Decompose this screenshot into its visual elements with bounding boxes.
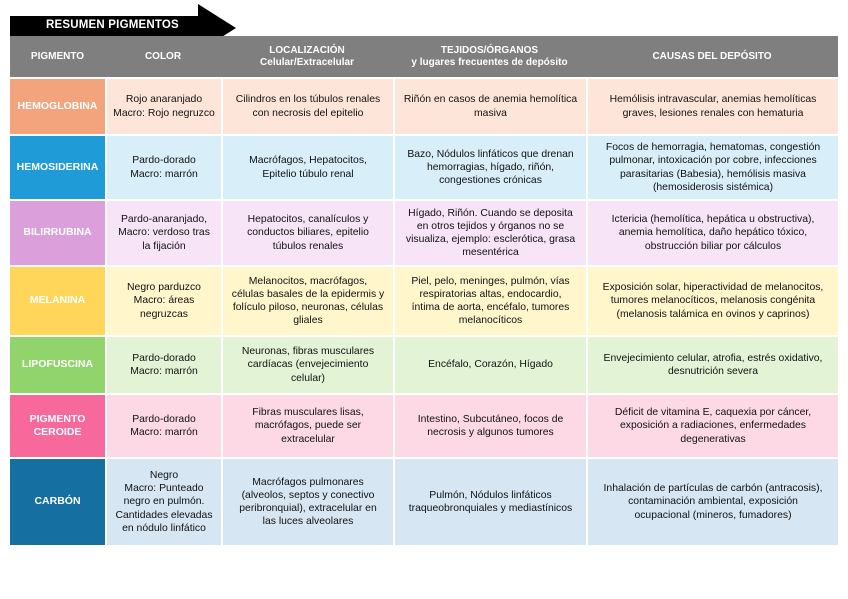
- cell-localizacion: Macrófagos pulmonares (alveolos, septos y conectivo peribronquial), extracelular en las luces alveolares: [221, 459, 393, 545]
- cell-pigmento: LIPOFUSCINA: [10, 337, 105, 393]
- cell-causas: Inhalación de partículas de carbón (antracosis), contaminación ambiental, exposición ocupacional (mineros, fumadores): [586, 459, 838, 545]
- cell-pigmento: PIGMENTO CEROIDE: [10, 395, 105, 457]
- cell-tejidos: Encéfalo, Corazón, Hígado: [393, 337, 586, 393]
- header-tejidos: TEJIDOS/ÓRGANOS y lugares frecuentes de depósito: [411, 44, 568, 68]
- header-localizacion: LOCALIZACIÓN Celular/Extracelular: [260, 44, 354, 68]
- table-row: [10, 134, 838, 199]
- cell-pigmento: CARBÓN: [10, 459, 105, 545]
- table-header: [10, 36, 838, 77]
- cell-tejidos: Bazo, Nódulos linfáticos que drenan hemorragias, hígado, riñón, congestiones crónicas: [393, 136, 586, 199]
- cell-localizacion: Melanocitos, macrófagos, células basales de la epidermis y folículo piloso, neuronas, células gliales: [221, 267, 393, 335]
- cell-causas: Hemólisis intravascular, anemias hemolíticas graves, lesiones renales con hematuria: [586, 79, 838, 134]
- cell-pigmento: HEMOGLOBINA: [10, 79, 105, 134]
- cell-localizacion: Cilindros en los túbulos renales con necrosis del epitelio: [221, 79, 393, 134]
- header-causas: CAUSAS DEL DEPÓSITO: [652, 50, 772, 62]
- cell-causas: Ictericia (hemolítica, hepática u obstructiva), anemia hemolítica, daño hepático tóxico, obstrucción biliar por cálculos: [586, 201, 838, 265]
- table-row: [10, 265, 838, 335]
- cell-color: Pardo-dorado Macro: marrón: [105, 395, 221, 457]
- table-row: [10, 77, 838, 134]
- cell-localizacion: Hepatocitos, canalículos y conductos biliares, epitelio túbulos renales: [221, 201, 393, 265]
- cell-tejidos: Intestino, Subcutáneo, focos de necrosis y algunos tumores: [393, 395, 586, 457]
- cell-localizacion: Fibras musculares lisas, macrófagos, puede ser extracelular: [221, 395, 393, 457]
- table-row: [10, 457, 838, 545]
- table-row: [10, 393, 838, 457]
- cell-color: Pardo-anaranjado, Macro: verdoso tras la fijación: [105, 201, 221, 265]
- cell-color: Negro parduzco Macro: áreas negruzcas: [105, 267, 221, 335]
- pigments-table: [10, 36, 838, 545]
- cell-pigmento: HEMOSIDERINA: [10, 136, 105, 199]
- cell-causas: Déficit de vitamina E, caquexia por cáncer, exposición a radiaciones, enfermedades degenerativas: [586, 395, 838, 457]
- cell-causas: Focos de hemorragia, hematomas, congestión pulmonar, intoxicación por cobre, infecciones parasitarias (Babesia), hemólisis masiva (hemosiderosis sistémica): [586, 136, 838, 199]
- cell-color: Pardo-dorado Macro: marrón: [105, 337, 221, 393]
- cell-color: Negro Macro: Punteado negro en pulmón. Cantidades elevadas en nódulo linfático: [105, 459, 221, 545]
- table-row: [10, 335, 838, 393]
- header-pigmento: PIGMENTO: [30, 50, 85, 62]
- cell-tejidos: Pulmón, Nódulos linfáticos traqueobronquiales y mediastínicos: [393, 459, 586, 545]
- table-row: [10, 199, 838, 265]
- cell-color: Rojo anaranjado Macro: Rojo negruzco: [105, 79, 221, 134]
- cell-tejidos: Hígado, Riñón. Cuando se deposita en otros tejidos y órganos no se visualiza, ejemplo: esclerótica, grasa mesentérica: [393, 201, 586, 265]
- header-color: COLOR: [144, 50, 182, 62]
- page-title: RESUMEN PIGMENTOS: [46, 19, 179, 31]
- cell-color: Pardo-dorado Macro: marrón: [105, 136, 221, 199]
- cell-localizacion: Macrófagos, Hepatocitos, Epitelio túbulo renal: [221, 136, 393, 199]
- cell-tejidos: Piel, pelo, meninges, pulmón, vías respiratorias altas, endocardio, íntima de aorta, encéfalo, tumores melanocíticos: [393, 267, 586, 335]
- cell-causas: Exposición solar, hiperactividad de melanocitos, tumores melanocíticos, melanosis congénita (melanosis talámica en ovinos y caprinos): [586, 267, 838, 335]
- cell-pigmento: MELANINA: [10, 267, 105, 335]
- cell-causas: Envejecimiento celular, atrofia, estrés oxidativo, desnutrición severa: [586, 337, 838, 393]
- cell-localizacion: Neuronas, fibras musculares cardíacas (envejecimiento celular): [221, 337, 393, 393]
- cell-pigmento: BILIRRUBINA: [10, 201, 105, 265]
- cell-tejidos: Riñón en casos de anemia hemolítica masiva: [393, 79, 586, 134]
